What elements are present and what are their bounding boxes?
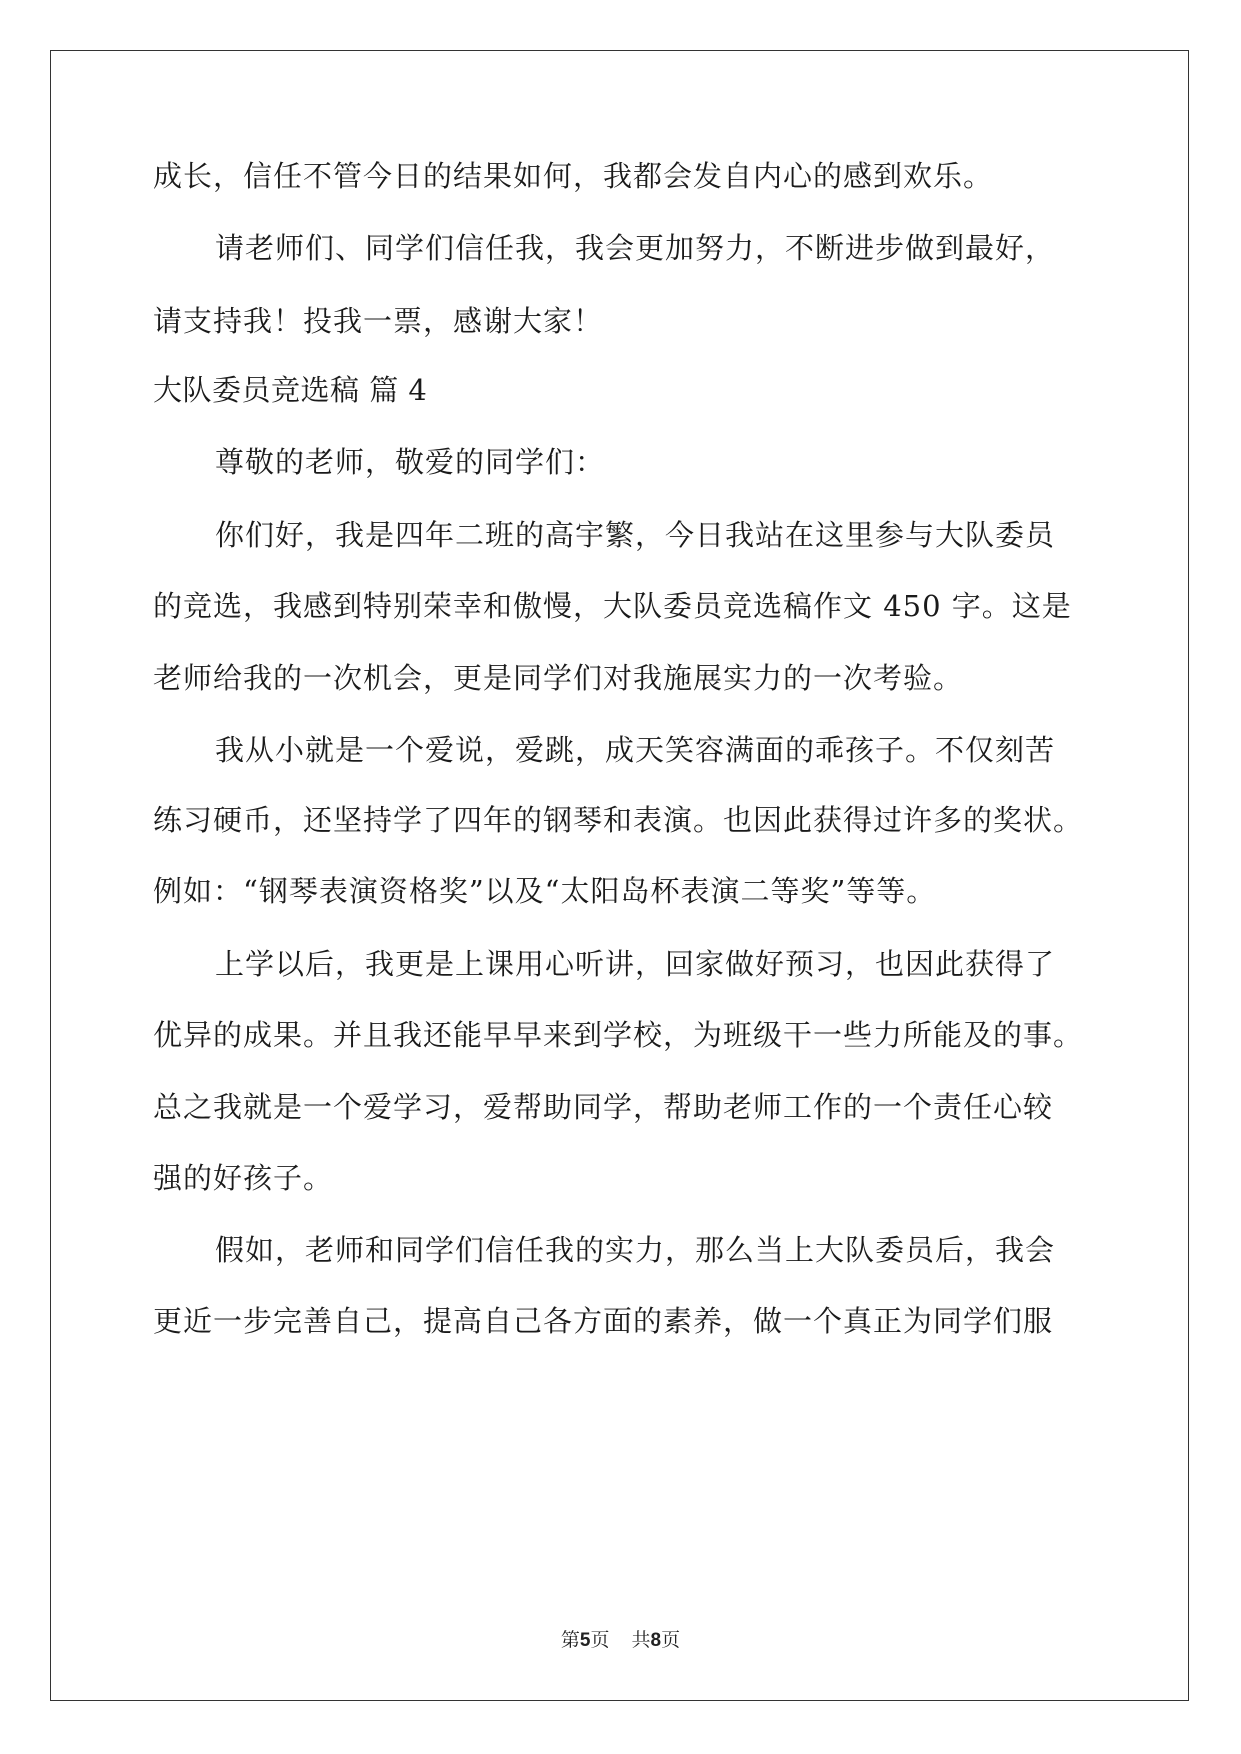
text-line-8: 老师给我的一次机会，更是同学们对我施展实力的一次考验。 [153, 661, 964, 695]
text-line-13: 优异的成果。并且我还能早早来到学校，为班级干一些力所能及的事。 [153, 1018, 1084, 1052]
footer-page-suffix: 页 [590, 1629, 610, 1651]
text-line-14: 总之我就是一个爱学习，爱帮助同学，帮助老师工作的一个责任心较 [153, 1090, 1054, 1124]
footer-total-prefix: 共 [631, 1629, 651, 1651]
text-line-7: 的竞选，我感到特别荣幸和傲慢，大队委员竞选稿作文 450 字。这是 [153, 589, 1072, 623]
text-line-17: 更近一步完善自己，提高自己各方面的素养，做一个真正为同学们服 [153, 1304, 1054, 1338]
text-line-5: 尊敬的老师，敬爱的同学们： [215, 445, 606, 479]
text-line-6: 你们好，我是四年二班的高宇繁，今日我站在这里参与大队委员 [215, 518, 1056, 552]
footer-total-pages: 8 [650, 1630, 662, 1651]
text-line-1: 成长，信任不管今日的结果如何，我都会发自内心的感到欢乐。 [153, 159, 994, 193]
text-line-16: 假如，老师和同学们信任我的实力，那么当上大队委员后，我会 [215, 1233, 1056, 1267]
text-line-10: 练习硬币，还坚持学了四年的钢琴和表演。也因此获得过许多的奖状。 [153, 803, 1084, 837]
text-line-12: 上学以后，我更是上课用心听讲，回家做好预习，也因此获得了 [215, 947, 1056, 981]
text-line-3: 请支持我！投我一票，感谢大家！ [153, 304, 604, 338]
footer-page-number: 5 [579, 1630, 591, 1651]
text-line-11: 例如：“钢琴表演资格奖”以及“太阳岛杯表演二等奖”等等。 [153, 874, 937, 908]
section-heading: 大队委员竞选稿 篇 4 [153, 373, 428, 407]
text-line-9: 我从小就是一个爱说，爱跳，成天笑容满面的乖孩子。不仅刻苦 [215, 733, 1056, 767]
text-line-15: 强的好孩子。 [153, 1161, 334, 1195]
text-line-2: 请老师们、同学们信任我，我会更加努力，不断进步做到最好， [215, 231, 1056, 265]
footer-prefix: 第 [560, 1629, 580, 1651]
page-footer [0, 1625, 1241, 1652]
footer-total-suffix: 页 [661, 1629, 681, 1651]
